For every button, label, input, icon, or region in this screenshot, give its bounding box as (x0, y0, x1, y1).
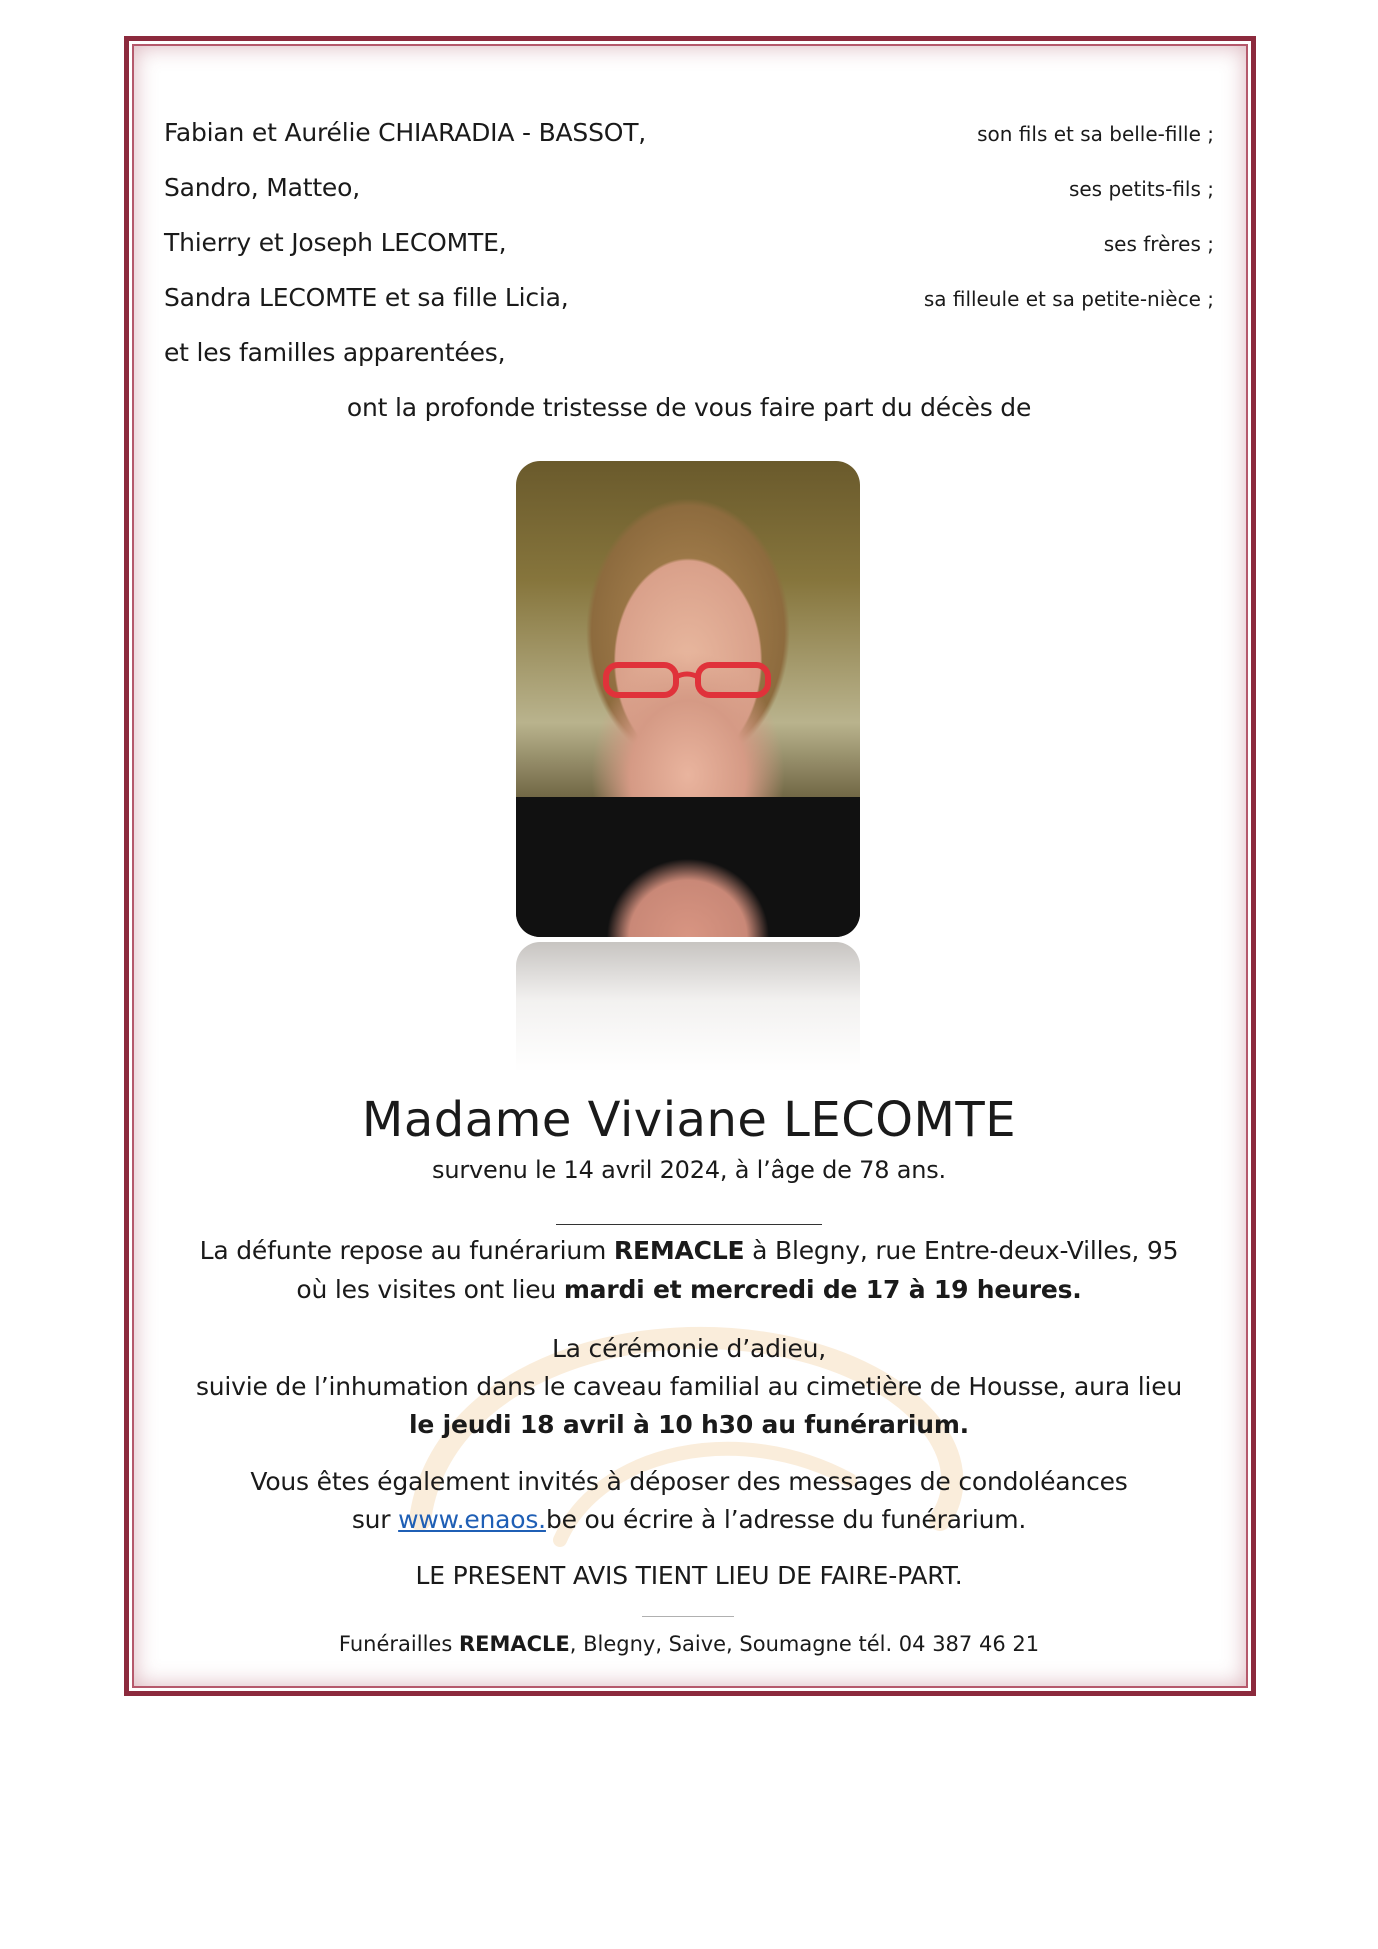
visits-hours: mardi et mercredi de 17 à 19 heures. (563, 1275, 1082, 1304)
family-row (164, 118, 1214, 158)
family-relation: sa filleule et sa petite-nièce ; (923, 287, 1214, 311)
family-name: Thierry et Joseph LECOMTE, (164, 228, 507, 257)
ceremony-line-3 (164, 1410, 1214, 1439)
visits-text: où les visites ont lieu (296, 1275, 564, 1304)
ceremony-line-2: suivie de l’inhumation dans le caveau familial au cimetière de Housse, aura lieu (195, 1372, 1183, 1401)
family-row (164, 173, 1214, 213)
family-name: Fabian et Aurélie CHIARADIA - BASSOT, (164, 118, 647, 147)
family-name: et les familles apparentées, (164, 338, 506, 367)
family-relation: ses petits-fils ; (1068, 177, 1214, 201)
rest-line-1 (164, 1236, 1214, 1265)
footer-company: REMACLE (458, 1632, 570, 1656)
announcement-text: ont la profonde tristesse de vous faire part du décès de (346, 393, 1032, 422)
enaos-link[interactable]: www.enaos. (398, 1505, 546, 1534)
family-name: Sandra LECOMTE et sa fille Licia, (164, 283, 569, 312)
footer-text: Funérailles (338, 1632, 459, 1656)
rest-line-2 (164, 1275, 1214, 1304)
ceremony-date: le jeudi 18 avril à 10 h30 au funérarium. (409, 1410, 969, 1439)
family-name: Sandro, Matteo, (164, 173, 360, 202)
rest-text: La défunte repose au funérarium (199, 1236, 614, 1265)
family-relation: ses frères ; (1103, 232, 1214, 256)
divider (556, 1224, 822, 1225)
glasses-illustration (598, 657, 778, 701)
family-relation: son fils et sa belle-fille ; (977, 122, 1214, 146)
family-row (164, 283, 1214, 323)
family-row (164, 228, 1214, 268)
deceased-name: Madame Viviane LECOMTE (361, 1092, 1017, 1148)
photo-reflection (516, 942, 860, 1072)
condolences-text: sur (351, 1505, 399, 1534)
funeral-home-name: REMACLE (613, 1236, 745, 1265)
footer (164, 1632, 1214, 1656)
notice-text: LE PRESENT AVIS TIENT LIEU DE FAIRE-PART. (415, 1561, 963, 1590)
death-info: survenu le 14 avril 2024, à l’âge de 78 ans. (432, 1156, 946, 1184)
portrait-photo (516, 461, 860, 937)
family-row (164, 338, 1214, 378)
footer-contact: , Blegny, Saive, Soumagne tél. 04 387 46 21 (569, 1632, 1040, 1656)
portrait-clothing (516, 797, 860, 937)
condolences-line-2 (164, 1505, 1214, 1534)
condolences-text: be ou écrire à l’adresse du funérarium. (545, 1505, 1027, 1534)
rest-address: à Blegny, rue Entre-deux-Villes, 95 (744, 1236, 1179, 1265)
condolences-line-1: Vous êtes également invités à déposer des messages de condoléances (250, 1467, 1128, 1496)
footer-divider (642, 1616, 734, 1617)
ceremony-line-1: La cérémonie d’adieu, (551, 1334, 827, 1363)
